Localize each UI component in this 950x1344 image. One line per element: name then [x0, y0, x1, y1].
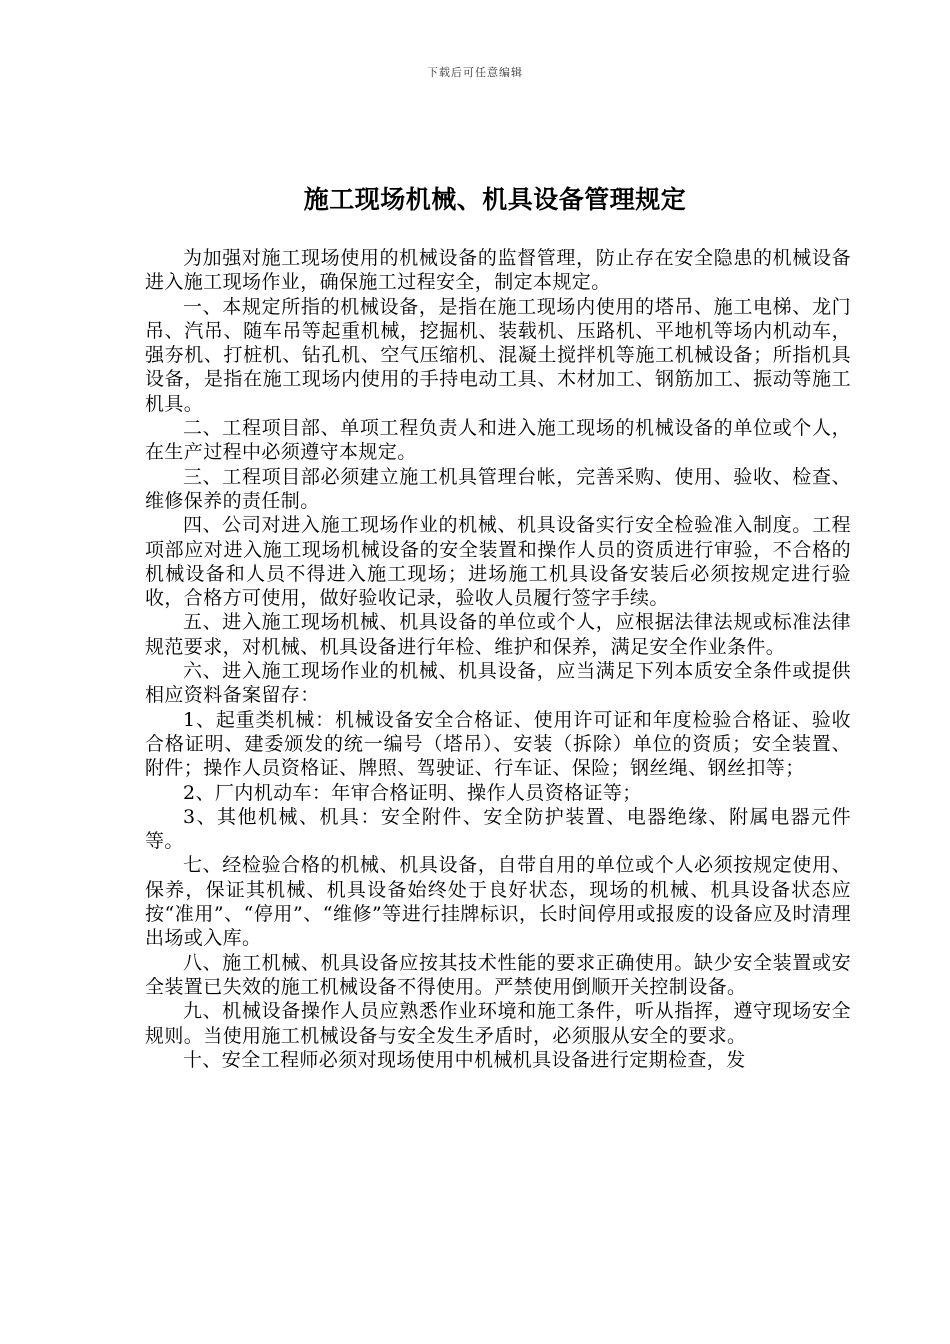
paragraph-7: 七、经检验合格的机械、机具设备，自带自用的单位或个人必须按规定使用、保养，保证其机械、机具设备始终处于良好状态，现场的机械、机具设备状态应按“准用”、“停用”、“维修”等进行挂牌标识，长时间停用或报废的设备应及时清理出场或入库。	[145, 854, 851, 950]
header-note: 下载后可任意编辑	[427, 66, 523, 79]
paragraph-10: 十、安全工程师必须对现场使用中机械机具设备进行定期检查，发	[183, 1048, 746, 1071]
paragraph-6-item-3: 3、其他机械、机具：安全附件、安全防护装置、电器绝缘、附属电器元件等。	[145, 805, 851, 853]
paragraph-3: 三、工程项目部必须建立施工机具管理台帐，完善采购、使用、验收、检查、维修保养的责任制。	[145, 465, 851, 512]
paragraph-6-item-2: 2、厂内机动车：年审合格证明、操作人员资格证等；	[183, 781, 642, 804]
paragraph-5: 五、进入施工现场机械、机具设备的单位或个人，应根据法律法规或标准法律规范要求，对机械、机具设备进行年检、维护和保养，满足安全作业条件。	[145, 611, 851, 658]
paragraph-6-item-1: 1、起重类机械：机械设备安全合格证、使用许可证和年度检验合格证、验收合格证明、建委颁发的统一编号（塔吊）、安装（拆除）单位的资质；安全装置、附件；操作人员资格证、牌照、驾驶证、行车证、保险；钢丝绳、钢丝扣等；	[145, 708, 851, 780]
paragraph-2: 二、工程项目部、单项工程负责人和进入施工现场的机械设备的单位或个人，在生产过程中必须遵守本规定。	[145, 417, 851, 464]
paragraph-4: 四、公司对进入施工现场作业的机械、机具设备实行安全检验准入制度。工程项部应对进入施工现场机械设备的安全装置和操作人员的资质进行审验，不合格的机械设备和人员不得进入施工现场；进场施工机具设备安装后必须按规定进行验收，合格方可使用，做好验收记录，验收人员履行签字手续。	[145, 514, 851, 610]
paragraph-6: 六、进入施工现场作业的机械、机具设备，应当满足下列本质安全条件或提供相应资料备案留存：	[145, 660, 851, 707]
paragraph-intro: 为加强对施工现场使用的机械设备的监督管理，防止存在安全隐患的机械设备进入施工现场作业，确保施工过程安全，制定本规定。	[145, 247, 851, 294]
paragraph-8: 八、施工机械、机具设备应按其技术性能的要求正确使用。缺少安全装置或安全装置已失效的施工机械设备不得使用。严禁使用倒顺开关控制设备。	[145, 951, 851, 998]
paragraph-9: 九、机械设备操作人员应熟悉作业环境和施工条件，听从指挥，遵守现场安全规则。当使用施工机械设备与安全发生矛盾时，必须服从安全的要求。	[145, 1000, 851, 1047]
document-title: 施工现场机械、机具设备管理规定	[303, 185, 687, 214]
paragraph-1: 一、本规定所指的机械设备，是指在施工现场内使用的塔吊、施工电梯、龙门吊、汽吊、随车吊等起重机械，挖掘机、装载机、压路机、平地机等场内机动车，强夯机、打桩机、钻孔机、空气压缩机、混凝土搅拌机等施工机械设备；所指机具设备，是指在施工现场内使用的手持电动工具、木材加工、钢筋加工、振动等施工机具。	[145, 295, 851, 415]
document-body	[145, 246, 851, 1072]
